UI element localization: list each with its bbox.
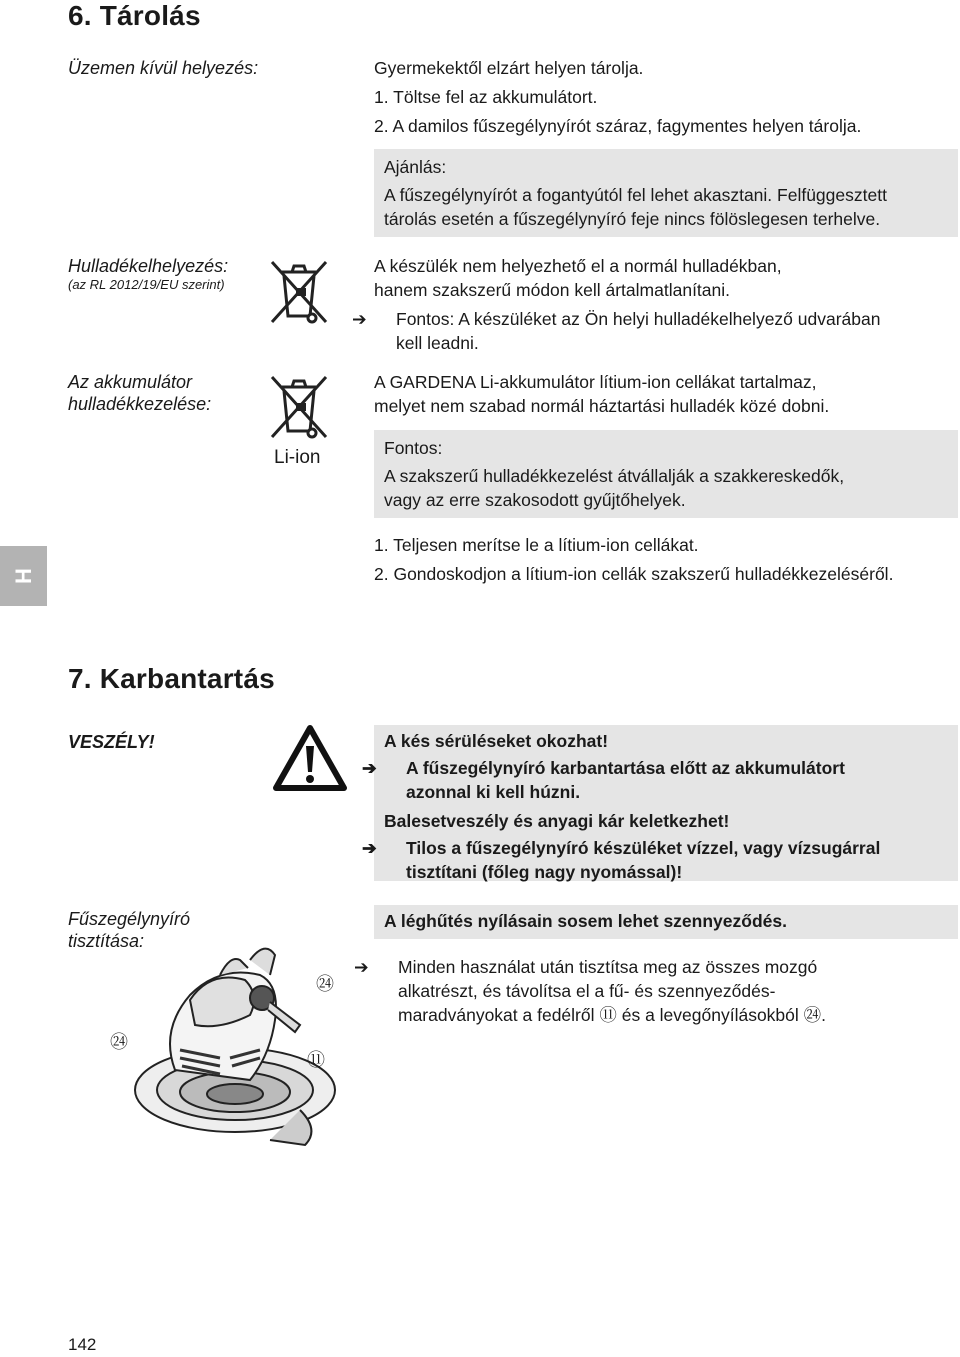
warning-triangle-icon — [272, 724, 348, 792]
disposal-line: A készülék nem helyezhető el a normál hulladékban, — [374, 256, 782, 276]
danger-step — [362, 756, 948, 804]
arrow-icon: ➔ — [354, 957, 369, 977]
tip-heading: Ajánlás: — [384, 157, 447, 177]
crossed-out-bin-icon — [268, 373, 330, 443]
disposal-note-line: kell leadni. — [396, 333, 479, 353]
important-box — [374, 430, 958, 518]
danger-box — [362, 725, 958, 882]
cleaning-label-line: tisztítása: — [68, 931, 145, 951]
storage-line: Gyermekektől elzárt helyen tárolja. — [374, 58, 644, 78]
callout-11: ⑪ — [307, 1050, 325, 1070]
danger-label: VESZÉLY! — [68, 732, 155, 752]
battery-line: A GARDENA Li-akkumulátor lítium-ion cellákat tartalmaz, — [374, 372, 817, 392]
important-heading: Fontos: — [384, 438, 443, 458]
language-tab-label: H — [11, 568, 36, 584]
crossed-out-bin-icon — [268, 258, 330, 328]
important-line: A szakszerű hulladékkezelést átvállalják a szakkereskedők, — [384, 466, 845, 486]
tip-box — [374, 149, 958, 237]
cleaning-label-line: Fűszegélynyíró — [68, 909, 191, 929]
disposal-sublabel: (az RL 2012/19/EU szerint) — [68, 277, 225, 292]
tip-line: tárolás esetén a fűszegélynyíró feje nincs fölöslegesen terhelve. — [384, 209, 881, 229]
tip-line: A fűszegélynyírót a fogantyútól fel lehet akasztani. Felfüggesztett — [384, 185, 887, 205]
danger-step — [362, 836, 948, 884]
battery-steps — [374, 533, 893, 586]
battery-label-line: hulladékkezelése: — [68, 394, 212, 414]
storage-line: 2. A damilos fűszegélynyírót száraz, fagymentes helyen tárolja. — [374, 116, 862, 136]
cleaning-step-line: maradványokat a fedélről ⑪ és a levegőnyílásokból ㉔. — [398, 1005, 827, 1025]
storage-line: 1. Töltse fel az akkumulátort. — [374, 87, 598, 107]
callout-24-right: ㉔ — [316, 974, 334, 994]
arrow-icon: ➔ — [362, 758, 377, 778]
battery-text — [374, 370, 829, 418]
section-title-storage: 6. Tárolás — [68, 0, 201, 31]
danger-step-line: A fűszegélynyíró karbantartása előtt az akkumulátort — [406, 758, 845, 778]
section-title-maintenance: 7. Karbantartás — [68, 663, 275, 694]
arrow-icon: ➔ — [352, 309, 367, 329]
battery-label — [68, 371, 211, 415]
arrow-icon: ➔ — [362, 838, 377, 858]
disposal-line: hanem szakszerű módon kell ártalmatlanítani. — [374, 280, 731, 300]
storage-text — [374, 56, 861, 138]
danger-step-line: tisztítani (főleg nagy nyomással)! — [406, 862, 683, 882]
disposal-note — [352, 307, 881, 355]
cleaning-step-line: alkatrészt, és távolítsa el a fű- és szennyeződés- — [398, 981, 776, 1001]
cleaning-step — [354, 955, 960, 1027]
important-line: vagy az erre szakosodott gyűjtőhelyek. — [384, 490, 686, 510]
vent-warning-box — [374, 905, 958, 939]
vent-warning: A léghűtés nyílásain sosem lehet szennyeződés. — [384, 911, 787, 931]
language-tab — [0, 546, 47, 606]
cleaning-step-line: Minden használat után tisztítsa meg az összes mozgó — [398, 957, 818, 977]
disposal-label: Hulladékelhelyezés: — [68, 256, 229, 276]
page-number: 142 — [68, 1335, 97, 1354]
danger-line: Balesetveszély és anyagi kár keletkezhet! — [384, 811, 730, 831]
battery-step: 2. Gondoskodjon a lítium-ion cellák szakszerű hulladékkezeléséről. — [374, 564, 894, 584]
battery-step: 1. Teljesen merítse le a lítium-ion cellákat. — [374, 535, 699, 555]
danger-line: A kés sérüléseket okozhat! — [384, 731, 609, 751]
disposal-text — [352, 254, 881, 355]
callout-24-left: ㉔ — [110, 1032, 128, 1052]
danger-step-line: azonnal ki kell húzni. — [406, 782, 581, 802]
disposal-note-line: Fontos: A készüléket az Ön helyi hulladékelhelyező udvarában — [396, 309, 881, 329]
danger-step-line: Tilos a fűszegélynyíró készüléket vízzel, vagy vízsugárral — [406, 838, 881, 858]
battery-label-line: Az akkumulátor — [68, 372, 193, 392]
storage-label: Üzemen kívül helyezés: — [68, 58, 259, 78]
li-ion-caption: Li-ion — [274, 447, 321, 468]
battery-line: melyet nem szabad normál háztartási hulladék közé dobni. — [374, 396, 830, 416]
